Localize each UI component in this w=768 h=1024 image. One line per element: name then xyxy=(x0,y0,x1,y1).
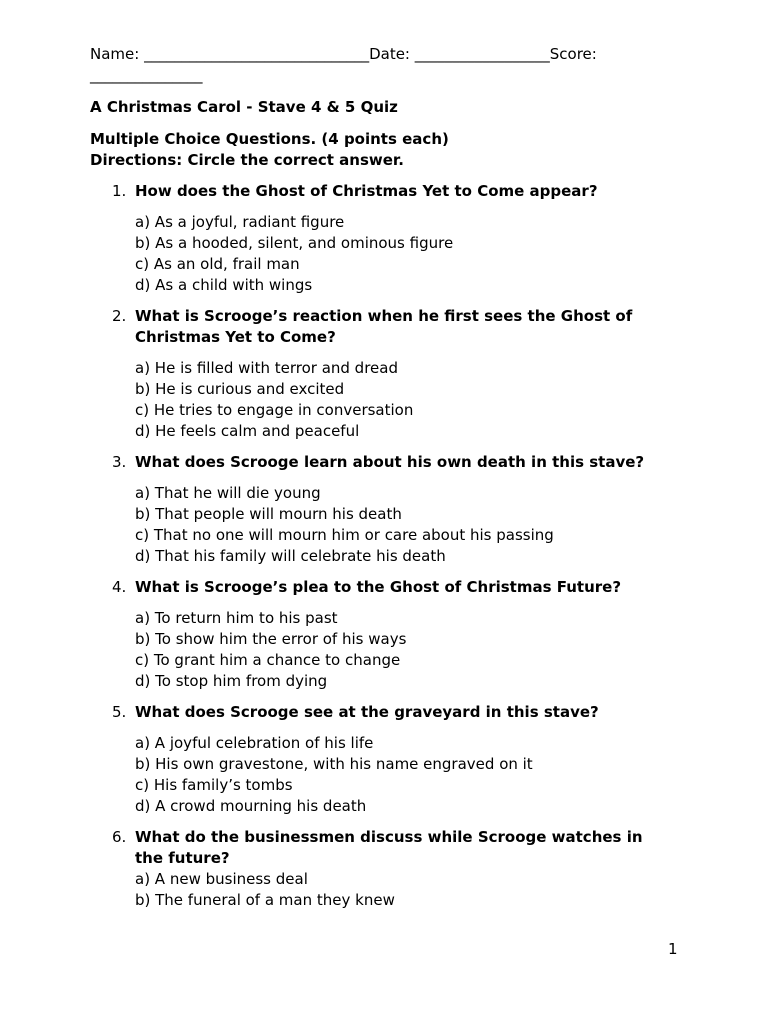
quiz-title: A Christmas Carol - Stave 4 & 5 Quiz xyxy=(90,98,398,116)
question-text: How does the Ghost of Christmas Yet to Come appear? xyxy=(135,182,598,200)
question-text: What is Scrooge’s plea to the Ghost of Christmas Future? xyxy=(135,578,622,596)
question-2 xyxy=(90,306,670,442)
directions: Directions: Circle the correct answer. xyxy=(90,151,404,169)
answer-option[interactable]: d) To stop him from dying xyxy=(135,672,328,690)
question-number: 6. xyxy=(112,828,127,846)
answer-option[interactable]: a) That he will die young xyxy=(135,484,321,502)
question-number: 4. xyxy=(112,578,127,596)
answer-option[interactable]: a) A new business deal xyxy=(135,870,308,888)
answer-option[interactable]: c) As an old, frail man xyxy=(135,255,300,273)
answer-option[interactable]: c) His family’s tombs xyxy=(135,776,293,794)
question-number: 5. xyxy=(112,703,127,721)
answer-option[interactable]: b) His own gravestone, with his name engraved on it xyxy=(135,755,533,773)
answer-options xyxy=(135,483,670,567)
answer-option[interactable]: a) He is filled with terror and dread xyxy=(135,359,398,377)
answer-options xyxy=(135,733,670,817)
quiz-page xyxy=(90,44,670,921)
answer-options xyxy=(135,358,670,442)
question-6 xyxy=(90,827,670,911)
answer-option[interactable]: c) To grant him a chance to change xyxy=(135,651,401,669)
answer-option[interactable]: c) He tries to engage in conversation xyxy=(135,401,414,419)
answer-option[interactable]: b) He is curious and excited xyxy=(135,380,345,398)
answer-option[interactable]: d) He feels calm and peaceful xyxy=(135,422,360,440)
section-heading: Multiple Choice Questions. (4 points each) xyxy=(90,130,449,148)
student-info-line: Name: ______________________________Date: __________________Score: _______________ xyxy=(90,45,597,84)
page-number: 1 xyxy=(668,940,678,958)
question-list xyxy=(90,181,670,911)
answer-option[interactable]: d) A crowd mourning his death xyxy=(135,797,367,815)
question-3 xyxy=(90,452,670,567)
question-text: What does Scrooge see at the graveyard in this stave? xyxy=(135,703,599,721)
answer-option[interactable]: d) That his family will celebrate his death xyxy=(135,547,446,565)
question-1 xyxy=(90,181,670,296)
answer-option[interactable]: b) To show him the error of his ways xyxy=(135,630,407,648)
question-number: 3. xyxy=(112,453,127,471)
answer-option[interactable]: a) As a joyful, radiant figure xyxy=(135,213,345,231)
answer-options xyxy=(135,608,670,692)
question-text: What is Scrooge’s reaction when he first sees the Ghost of Christmas Yet to Come? xyxy=(135,307,633,346)
answer-option[interactable]: a) A joyful celebration of his life xyxy=(135,734,374,752)
section-heading-block xyxy=(90,129,670,171)
answer-options xyxy=(135,869,670,911)
question-5 xyxy=(90,702,670,817)
question-text: What do the businessmen discuss while Scrooge watches in the future? xyxy=(135,828,643,867)
answer-option[interactable]: c) That no one will mourn him or care about his passing xyxy=(135,526,554,544)
answer-option[interactable]: d) As a child with wings xyxy=(135,276,313,294)
answer-options xyxy=(135,212,670,296)
question-number: 2. xyxy=(112,307,127,325)
answer-option[interactable]: b) That people will mourn his death xyxy=(135,505,402,523)
question-text: What does Scrooge learn about his own death in this stave? xyxy=(135,453,645,471)
answer-option[interactable]: b) The funeral of a man they knew xyxy=(135,891,395,909)
question-number: 1. xyxy=(112,182,127,200)
question-4 xyxy=(90,577,670,692)
answer-option[interactable]: b) As a hooded, silent, and ominous figure xyxy=(135,234,454,252)
answer-option[interactable]: a) To return him to his past xyxy=(135,609,338,627)
